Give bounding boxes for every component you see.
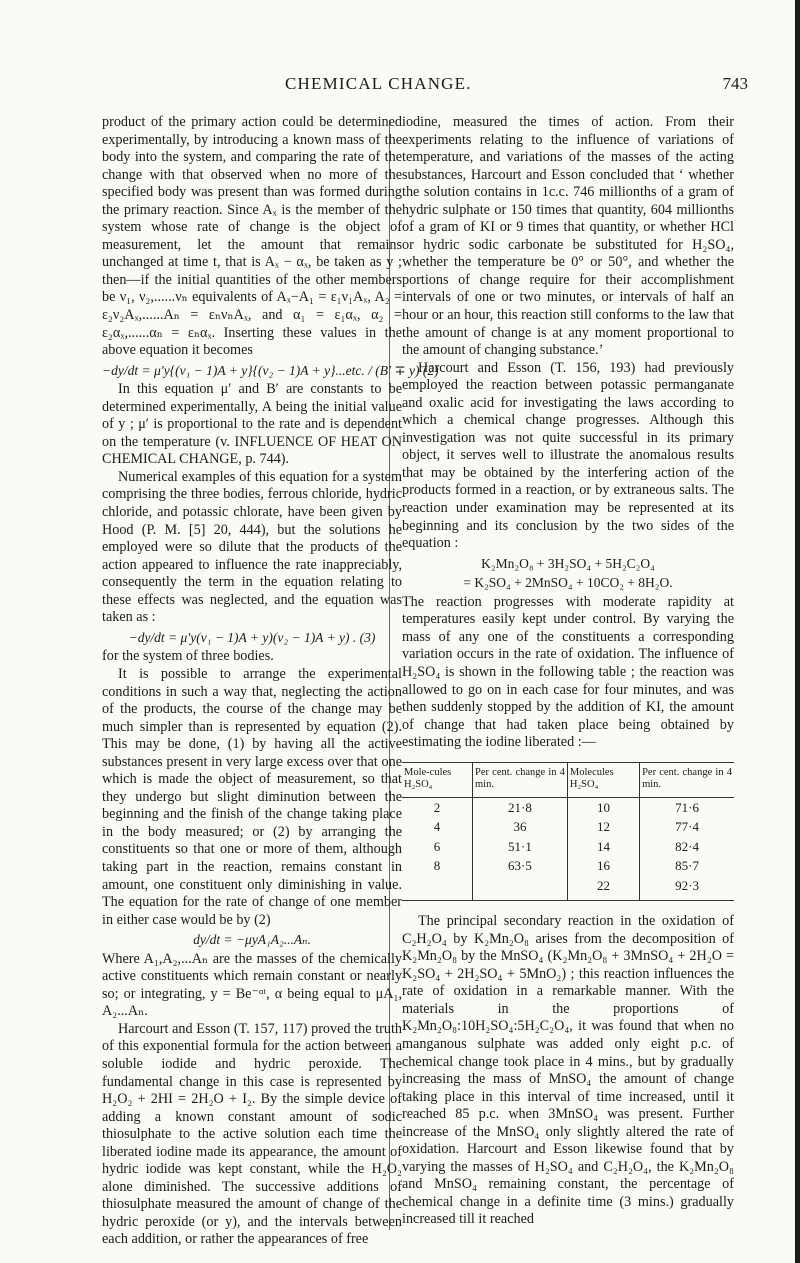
table-cell: 4 (402, 817, 473, 837)
paragraph: iodine, measured the times of action. From their experiments relating to the influence of variations of temperature, and variations of the masses of the acting substances, Harcourt and Esson concluded that ‘ whether the solution contains in 1c.c. 746 millionths of a gram of hydric sulphate or 150 times that quantity, 604 millionths of a gram of KI or 9 times that quantity, or whether HCl or hydric sodic carbonate be substituted for H₂SO₄, whether the temperature be 0° or 50°, and whether the portions of change require for their accomplishment intervals of one or two minutes, or intervals of half an hour or an hour, this reaction still conforms to the law that the amount of change is at any moment proportional to the amount of changing substance.’ (402, 114, 734, 359)
table-cell: 10 (567, 797, 639, 817)
table-cell: 77·4 (675, 819, 699, 835)
paragraph: The principal secondary reaction in the oxidation of C₂H₂O₄ by K₂Mn₂O₈ arises from the decomposition of K₂Mn₂O₈ by the MnSO₄ (K₂Mn₂O₈ + 3MnSO₄ + 2H₂O = K₂SO₄ + 2H₂SO₄ + 5MnO₂) ; this reaction influences the rate of oxidation in a remarkable manner. With the materials in the proportions of K₂Mn₂O₈:10H₂SO₄:5H₂C₂O₄, it was found that when no manganous sulphate was added only eight p.c. of chemical change took place in 4 mins., but by gradually increasing the mass of MnSO₄ the amount of change taking place in this interval of time increased, until it reached 85 p.c. when 3MnSO₄ was present. Further increase of the MnSO₄ only slightly altered the rate of oxidation. Harcourt and Esson likewise found that by varying the masses of H₂SO₄ and C₂H₂O₄, the K₂Mn₂O₈ and MnSO₄ remaining constant, the percentage of chemical change in a definite time (3 mins.) gradually increased till it reached (402, 913, 734, 1228)
paragraph: In this equation μ′ and B′ are constants to be determined experimentally, A being the initial value of y ; μ′ is proportional to the rate and is dependent on the temperature (v. INFLUENCE OF HEAT ON CHEMICAL CHANGE, p. 744). (102, 381, 402, 468)
table-cell: 16 (567, 856, 639, 876)
table-header: Per cent. change in 4 min. (473, 762, 568, 797)
page-title: CHEMICAL CHANGE. (285, 74, 472, 93)
table-cell: 85·7 (675, 858, 699, 874)
table-cell: 2 (402, 797, 473, 817)
table-header: Mole-cules H₂SO₄ (402, 762, 473, 797)
table-cell (402, 876, 473, 901)
paragraph: product of the primary action could be determined experimentally, by introducing a known mass of the body into the system, and comparing the rate of the change with that observed when no more of the specified body was present than was formed during the primary reaction. Since Aₓ is the member of the system whose rate of change is the object of measurement, let the amount that remains unchanged at time t, that is Aₓ − αₓ, be taken as y ; then—if the initial quantities of the other members be ν₁, ν₂,......νₙ equivalents of Aₓ−A₁ = ε₁ν₁Aₓ, A₂ = ε₂ν₂Aₓ,......Aₙ = εₙνₙAₓ, and α₁ = ε₁αₓ, α₂ = ε₂αₓ,......αₙ = εₙαₓ. Inserting these values in the above equation it becomes (102, 114, 402, 359)
equation-4: dy/dt = −μyA₁A₂...Aₙ. (193, 932, 311, 948)
table-row (402, 856, 734, 876)
page-edge (795, 0, 800, 1263)
table-cell: 92·3 (640, 876, 734, 901)
table-row (402, 797, 734, 817)
table-cell: 6 (402, 837, 473, 857)
paragraph: Harcourt and Esson (T. 157, 117) proved the truth of this exponential formula for the action between a soluble iodide and hydric peroxide. The fundamental change in this case is represented by H₂O₂ + 2HI = 2H₂O + I₂. By the simple device of adding a known constant amount of sodic thiosulphate to the active solution each time the liberated iodine made its appearance, the amount of hydric iodide was kept constant, while the H₂O₂ alone diminished. The successive additions of thiosulphate measured the amount of change of the hydric peroxide (or y), and the intervals between each addition, or rather the appearances of free (102, 1020, 402, 1248)
table-row (402, 876, 734, 901)
right-column (402, 114, 734, 1229)
table-cell: 21·8 (473, 797, 568, 817)
table-cell (473, 876, 568, 901)
table-cell: 22 (567, 876, 639, 901)
reaction-equation-lhs: K₂Mn₂O₈ + 3H₂SO₄ + 5H₂C₂O₄ (481, 555, 655, 571)
equation-2: −dy/dt = μ′y{(ν₁ − 1)A + y}{(ν₂ − 1)A + y}...etc. / (B′ ∓ y) (2) (102, 362, 439, 378)
table-row (402, 837, 734, 857)
reaction-equation-rhs: = K₂SO₄ + 2MnSO₄ + 10CO₂ + 8H₂O. (463, 575, 673, 591)
paragraph: The reaction progresses with moderate rapidity at temperatures easily kept under control. By varying the mass of any one of the constituents a corresponding variation occurs in the rate of oxidation. The influence of H₂SO₄ is shown in the following table ; the reaction was allowed to go on in each case for four minutes, and was then suddenly stopped by the addition of KI, the amount of change that had taken place being obtained by estimating the iodine liberated :— (402, 593, 734, 751)
paragraph: It is possible to arrange the experimental conditions in such a way that, neglecting the action of the products, the course of the change may be much simpler than is represented by equation (2). This may be done, (1) by having all the active substances present in very large excess over that one which is made the object of measurement, so that they undergo but slight diminution between the beginning and the finish of the change taking place in the body measured; or (2) by arranging the constituents so that one or more of them, although taking part in the reaction, remains constant in amount, one constituent only diminishing in value. The equation for the rate of change of one member in either case would be by (2) (102, 665, 402, 928)
table-cell: 51·1 (473, 837, 568, 857)
table-cell: 63·5 (473, 856, 568, 876)
equation-3: −dy/dt = μ′y(ν₁ − 1)A + y)(ν₂ − 1)A + y) . (3) (128, 629, 376, 645)
table-cell: 14 (567, 837, 639, 857)
paragraph: Harcourt and Esson (T. 156, 193) had previously employed the reaction between potassic permanganate and oxalic acid for investigating the laws according to which a chemical change progresses. Although this investigation was not quite successful in its primary object, it serves well to illustrate the anomalous results that may be obtained by the interfering action of the products formed in a reaction, or by extraneous salts. The reaction under examination may be represented at its beginning and its conclusion by the two sides of the equation : (402, 359, 734, 552)
paragraph: for the system of three bodies. (102, 648, 274, 665)
paragraph: Where A₁,A₂,...Aₙ are the masses of the chemically active constituents which remain constant or nearly so; or integrating, y = Be⁻ᵅᵗ, α being equal to μA₁, A₂...Aₙ. (102, 950, 402, 1020)
table-cell: 12 (567, 817, 639, 837)
table-cell: 8 (402, 856, 473, 876)
sulphuric-acid-table (402, 762, 734, 902)
table-header: Molecules H₂SO₄ (567, 762, 639, 797)
table-cell: 71·6 (675, 799, 699, 815)
paragraph: Numerical examples of this equation for a system comprising the three bodies, ferrous chloride, hydric chloride, and potassic chlorate, have been given by Hood (P. M. [5] 20, 444), but the solutions he employed were so dilute that the products of the action appeared to influence the rate inappreciably, consequently the term in the equation relating to these effects was neglected, and the equation was taken as : (102, 468, 402, 626)
table-header: Per cent. change in 4 min. (640, 762, 734, 797)
page-number: 743 (722, 74, 748, 93)
table-row (402, 817, 734, 837)
table-cell: 82·4 (675, 838, 699, 854)
table-cell: 36 (473, 817, 568, 837)
running-header (100, 74, 748, 100)
